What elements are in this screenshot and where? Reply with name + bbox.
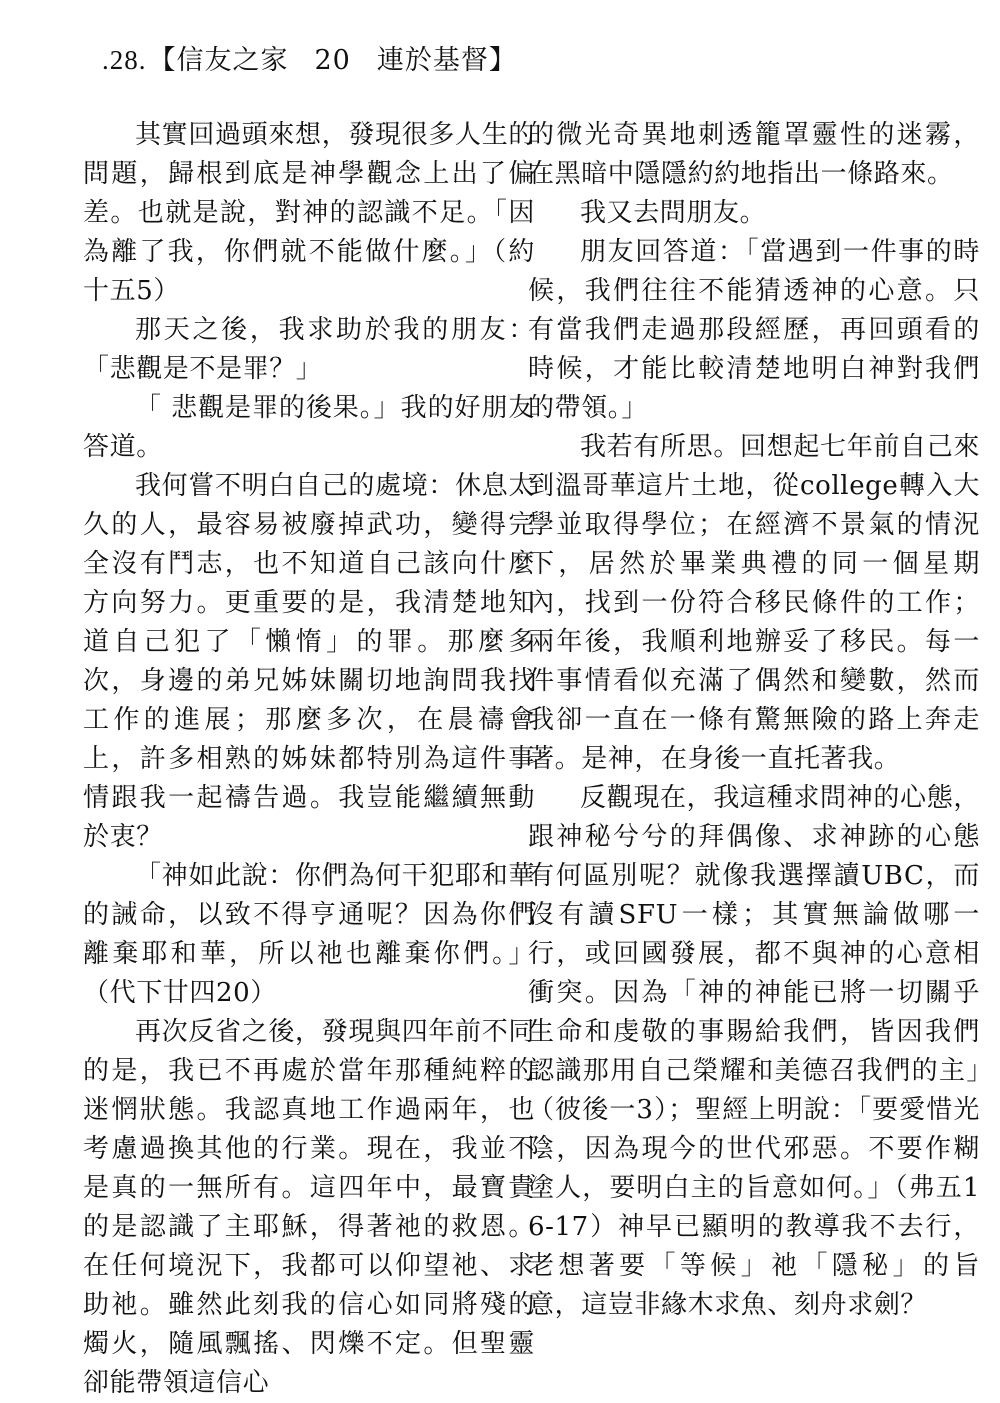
left-column bbox=[83, 116, 535, 1403]
right-column bbox=[528, 116, 980, 1325]
article-title: 連於基督】 bbox=[376, 45, 517, 76]
issue-number: 20 bbox=[314, 45, 351, 76]
paragraph: 反觀現在，我這種求問神的心態，跟神秘兮兮的拜偶像、求神跡的心態有何區別呢？就像我選擇讀UBC，而沒有讀SFU一樣；其實無論做哪一行，或回國發展，都不與神的心意相衝突。因為「神的神能已將一切關乎生命和虔敬的事賜給我們，皆因我們認識那用自己榮耀和美德召我們的主」（彼後一3）；聖經上明說：「要愛惜光陰，因為現今的世代邪惡。不要作糊塗人，要明白主的旨意如何。」（弗五16-17）神早已顯明的教導我不去行，老想著要「等候」祂「隱秘」的旨意，這豈非緣木求魚、刻舟求劍？ bbox=[528, 783, 980, 1320]
paragraph: 的微光奇異地刺透籠罩靈性的迷霧，在黑暗中隱隱約約地指出一條路來。 bbox=[528, 120, 980, 189]
paragraph: 「神如此說：你們為何干犯耶和華的誡命，以致不得亨通呢？因為你們離棄耶和華，所以祂也離棄你們。」（代下廿四20） bbox=[83, 861, 535, 1008]
page-header bbox=[102, 38, 517, 82]
paragraph: 我又去問朋友。 bbox=[580, 198, 767, 228]
page-number: .28. bbox=[102, 45, 147, 75]
paragraph: 朋友回答道：「當遇到一件事的時候，我們往往不能猜透神的心意。只有當我們走過那段經歷，再回頭看的時候，才能比較清楚地明白神對我們的帶領。」 bbox=[528, 237, 980, 423]
paragraph: 那天之後，我求助於我的朋友：「悲觀是不是罪？」 bbox=[83, 315, 535, 384]
paragraph: 我何嘗不明白自己的處境：休息太久的人，最容易被廢掉武功，變得完全沒有鬥志，也不知道自己該向什麼方向努力。更重要的是，我清楚地知道自己犯了「懶惰」的罪。那麼多次，身邊的弟兄姊妹關切地詢問我找工作的進展；那麼多次，在晨禱會上，許多相熟的姊妹都特別為這件事情跟我一起禱告過。我豈能繼續無動於衷？ bbox=[83, 471, 535, 852]
column-name: 【信友之家 bbox=[148, 45, 289, 76]
paragraph: 再次反省之後，發現與四年前不同的是，我已不再處於當年那種純粹的迷惘狀態。我認真地工作過兩年，也考慮過換其他的行業。現在，我並不是真的一無所有。這四年中，最寶貴的是認識了主耶穌，得著祂的救恩。在任何境況下，我都可以仰望祂、求助祂。雖然此刻我的信心如同將殘的燭火，隨風飄搖、閃爍不定。但聖靈卻能帶領這信心 bbox=[83, 1017, 535, 1398]
paragraph: 我若有所思。回想起七年前自己來到溫哥華這片土地，從college轉入大學並取得學位；在經濟不景氣的情況下，居然於畢業典禮的同一個星期內，找到一份符合移民條件的工作；兩年後，我順利地辦妥了移民。每一件事情看似充滿了偶然和變數，然而我卻一直在一條有驚無險的路上奔走著。是神，在身後一直托著我。 bbox=[528, 432, 980, 774]
paragraph: 其實回過頭來想，發現很多人生的問題，歸根到底是神學觀念上出了偏差。也就是說，對神的認識不足。「因為離了我，你們就不能做什麼。」（約十五5） bbox=[83, 120, 535, 306]
paragraph: 「 悲觀是罪的後果。」我的好朋友答道。 bbox=[83, 393, 535, 462]
